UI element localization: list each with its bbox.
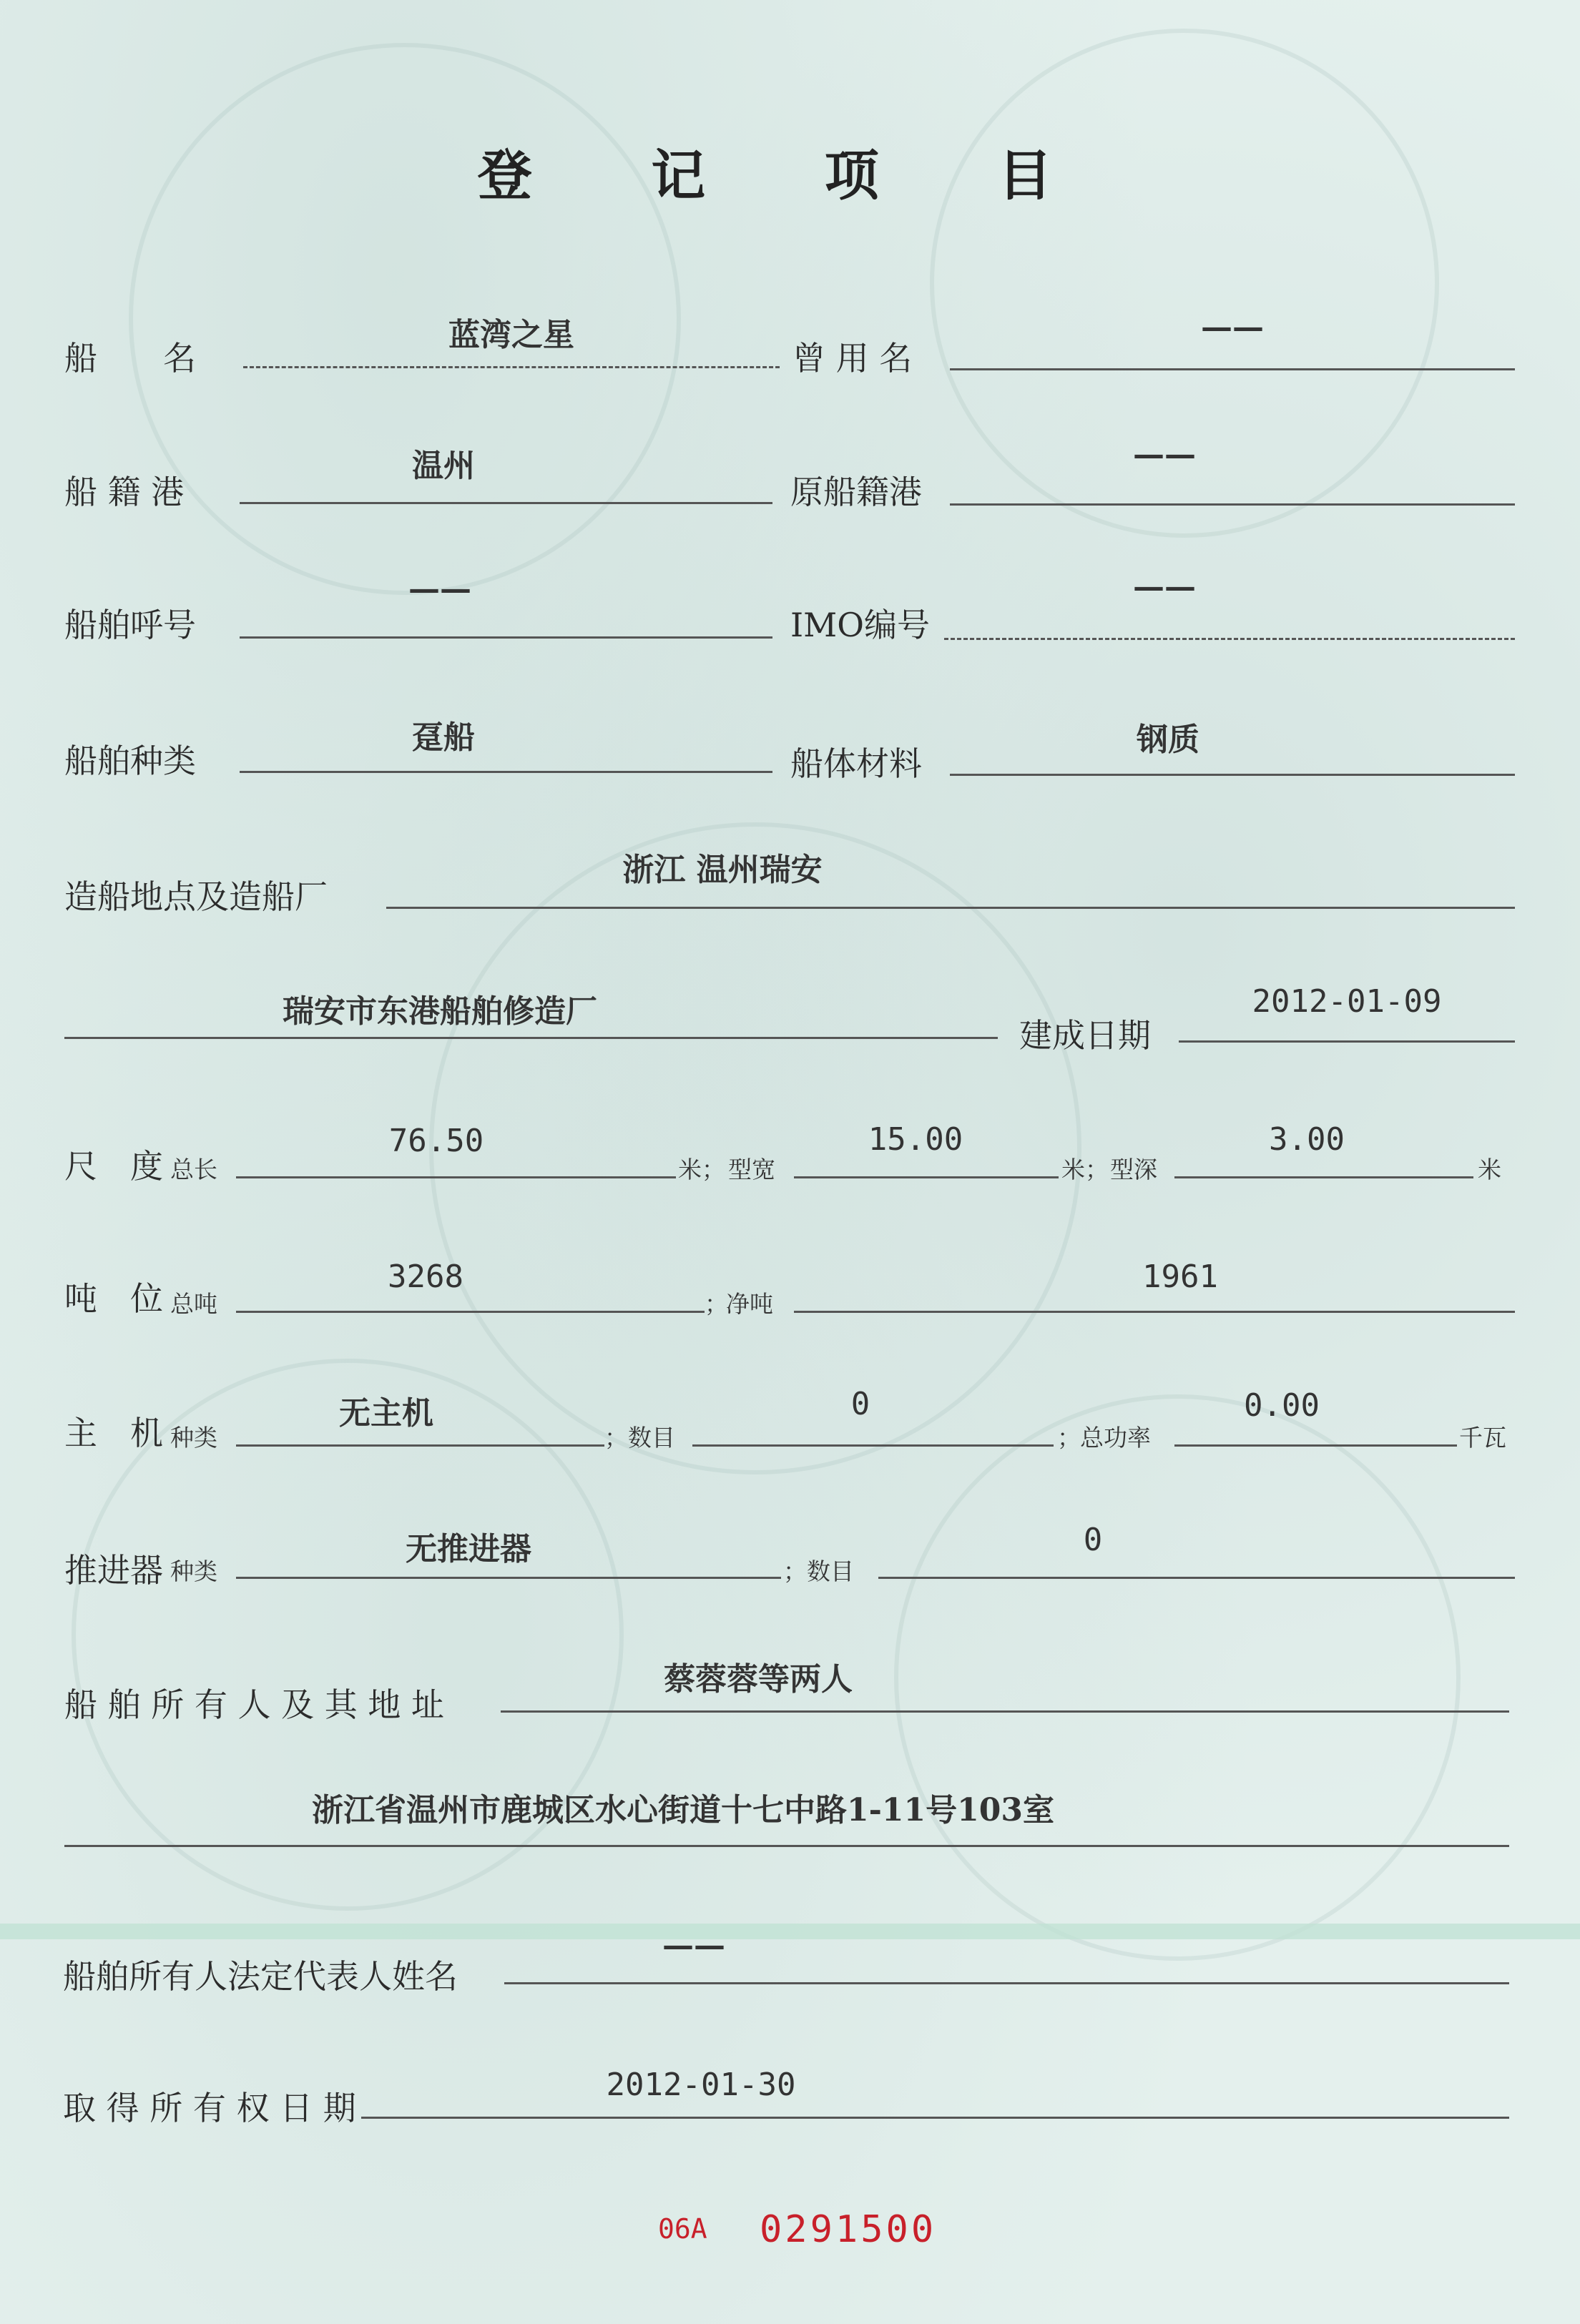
call-sign-label: 船舶呼号 — [64, 606, 196, 644]
tonnage-separator: ； — [705, 1290, 728, 1318]
propeller-type-value: 无推进器 — [406, 1531, 531, 1567]
ship-name-value: 蓝湾之星 — [448, 317, 574, 353]
net-tonnage-label: 净吨 — [726, 1290, 773, 1318]
hull-material-label: 船体材料 — [790, 744, 922, 783]
ownership-date-label: 取 得 所 有 权 日 期 — [63, 2089, 356, 2127]
build-place-value: 浙江 温州瑞安 — [622, 852, 823, 888]
engine-separator-2: ； — [1057, 1424, 1081, 1452]
ship-type-label: 船舶种类 — [64, 742, 196, 780]
engine-count-value: 0 — [850, 1386, 870, 1422]
length-value: 76.50 — [388, 1123, 484, 1159]
port-of-registry-label: 船 籍 港 — [64, 473, 185, 511]
shipyard-value: 瑞安市东港船舶修造厂 — [283, 993, 597, 1030]
ship-type-line — [240, 771, 772, 773]
length-label: 总长 — [170, 1156, 217, 1183]
engine-power-line — [1174, 1444, 1457, 1447]
length-unit: 米； — [678, 1156, 725, 1183]
legal-rep-value: —— — [662, 1927, 725, 1964]
imo-number-label: IMO编号 — [790, 606, 930, 644]
ship-type-value: 趸船 — [412, 719, 475, 756]
engine-power-unit: 千瓦 — [1459, 1424, 1506, 1452]
breadth-line — [794, 1176, 1059, 1178]
port-of-registry-line — [240, 502, 772, 504]
depth-label: 型深 — [1110, 1156, 1157, 1183]
former-name-label: 曾 用 名 — [793, 339, 913, 378]
length-line — [236, 1176, 676, 1178]
engine-separator-1: ； — [604, 1424, 628, 1452]
former-name-value: —— — [1201, 309, 1264, 345]
owner-label: 船 舶 所 有 人 及 其 地 址 — [64, 1685, 444, 1724]
net-tonnage-line — [794, 1311, 1515, 1313]
owner-address-value: 浙江省温州市鹿城区水心街道十七中路1-11号103室 — [312, 1792, 1054, 1828]
imo-number-value: —— — [1133, 568, 1196, 605]
depth-value: 3.00 — [1269, 1121, 1345, 1158]
engine-count-line — [692, 1444, 1054, 1447]
call-sign-line — [240, 636, 772, 639]
hull-material-value: 钢质 — [1137, 722, 1199, 758]
legal-rep-line — [504, 1982, 1509, 1984]
breadth-value: 15.00 — [868, 1121, 963, 1158]
build-place-line — [386, 907, 1515, 909]
page-title: 登 记 项 目 — [477, 144, 1103, 207]
owner-line — [501, 1710, 1509, 1713]
engine-type-value: 无主机 — [339, 1395, 433, 1432]
engine-count-label: 数目 — [628, 1424, 675, 1452]
serial-number: 0291500 — [760, 2208, 937, 2251]
propeller-type-label: 种类 — [170, 1557, 217, 1585]
propeller-count-line — [878, 1577, 1515, 1579]
engine-power-value: 0.00 — [1244, 1387, 1320, 1424]
breadth-label: 型宽 — [728, 1156, 775, 1183]
engine-type-label: 种类 — [170, 1424, 217, 1452]
build-date-label: 建成日期 — [1019, 1016, 1151, 1055]
tonnage-label: 吨 位 — [64, 1279, 163, 1318]
ship-name-line — [243, 366, 780, 368]
former-port-line — [950, 503, 1515, 506]
former-name-line — [950, 368, 1515, 370]
net-tonnage-value: 1961 — [1142, 1259, 1218, 1295]
depth-unit: 米 — [1478, 1156, 1501, 1183]
build-place-label: 造船地点及造船厂 — [64, 877, 328, 916]
engine-type-line — [236, 1444, 604, 1447]
port-of-registry-value: 温州 — [412, 448, 475, 484]
ship-name-label: 船 名 — [64, 339, 196, 378]
ownership-date-value: 2012-01-30 — [606, 2067, 796, 2103]
former-port-label: 原船籍港 — [790, 473, 922, 511]
legal-rep-label: 船舶所有人法定代表人姓名 — [63, 1957, 458, 1996]
breadth-unit: 米； — [1061, 1156, 1109, 1183]
former-port-value: —— — [1133, 436, 1196, 473]
shipyard-line — [64, 1037, 998, 1039]
owner-address-line — [64, 1845, 1509, 1847]
imo-number-line — [944, 638, 1515, 640]
ownership-date-line — [361, 2117, 1509, 2119]
gross-tonnage-line — [236, 1311, 705, 1313]
gross-tonnage-label: 总吨 — [170, 1290, 217, 1318]
propeller-separator: ； — [783, 1557, 807, 1585]
call-sign-value: —— — [408, 571, 471, 607]
depth-line — [1174, 1176, 1473, 1178]
owner-value: 蔡蓉蓉等两人 — [664, 1661, 853, 1698]
propeller-count-label: 数目 — [807, 1557, 854, 1585]
propeller-type-line — [236, 1577, 781, 1579]
build-date-value: 2012-01-09 — [1252, 983, 1442, 1020]
engine-power-label: 总功率 — [1080, 1424, 1151, 1452]
propeller-count-value: 0 — [1083, 1522, 1103, 1558]
dimensions-label: 尺 度 — [64, 1147, 163, 1186]
propeller-label: 推进器 — [64, 1551, 163, 1590]
build-date-line — [1179, 1040, 1515, 1043]
main-engine-label: 主 机 — [64, 1414, 163, 1452]
serial-prefix: 06A — [658, 2213, 707, 2245]
gross-tonnage-value: 3268 — [388, 1259, 463, 1295]
hull-material-line — [950, 774, 1515, 776]
